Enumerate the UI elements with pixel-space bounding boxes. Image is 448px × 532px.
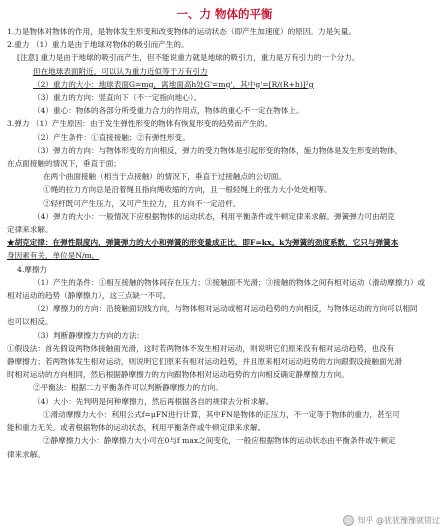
text-line-1: 1.力是物体对物体的作用，是物体发生形变和改变物体的运动状态（即产生加速度）的原因。力是矢量。	[7, 27, 356, 36]
text-line-29: （4）大小：先判明是何种摩擦力，然后再根据各自的规律去分析求解。	[33, 396, 274, 406]
text-line-4	[7, 65, 442, 78]
text-line-16: 定律来求解。	[7, 225, 53, 235]
text-line-9: （2）产生条件：①直接接触；②有弹性形变。	[33, 132, 190, 142]
text-line-27: 时相对运动的方向相同，然后根据静摩擦力的方向跟物体相对运动趋势的方向相反确定静摩擦力方向。	[7, 370, 349, 380]
text-line-10: （3）弹力的方向：与物体形变的方向相反，弹力的受力物体是引起形变的物体，施力物体是发生形变的物体，	[33, 145, 403, 155]
watermark-text: 知乎 @犹犹豫豫就错过	[357, 516, 440, 525]
text-line-20: （1）产生的条件：①相互接触的物体间存在压力；③接触面不光滑；③接触的物体之间有相对运动（滑动摩擦力）或	[33, 277, 426, 287]
text-line-2: 2.重力 （1）重力是由于地球对物体的吸引而产生的。	[7, 40, 189, 50]
text-line-11: 在点面接触的情况下，垂直于面；	[7, 159, 121, 169]
text-line-21: 相对运动的趋势（静摩擦力），这三点缺一不可。	[7, 291, 171, 301]
text-line-3: [注意] 重力是由于地球的吸引而产生，但不能说重力就是地球的吸引力，重力是万有引力的一个分力。	[17, 53, 360, 63]
text-line-30: ①滑动摩擦力大小：利用公式f=μFN进行计算，其中FN是物体的正压力，不一定等于物体的重力，甚至可	[43, 409, 400, 419]
text-line-12: 在两个曲面接触（相当于点接触）的情况下，垂直于过接触点的公切面。	[43, 172, 286, 182]
text-line-22: （2）摩擦力的方向：沿接触面切线方向，与物体相对运动或相对运动趋势的方向相反，与物体运动的方向可以相同	[33, 304, 418, 314]
text-line-13: ①绳的拉力方向总是沿着绳且指向绳收缩的方向，且一根轻绳上的张力大小处处相等。	[43, 185, 332, 195]
zhihu-avatar-icon	[343, 515, 354, 526]
text-line-33: 律来求解。	[7, 449, 45, 459]
text-line-7: （4）重心：物体的各部分所受重力合力的作用点，物体的重心不一定在物体上。	[33, 106, 304, 116]
hooke-law: ★胡克定律：在弹性限度内，弹簧弹力的大小和弹簧的形变量成正比，即F=kx。k为弹簧的劲度系数，它只与弹簧本	[7, 238, 399, 248]
text-line-19: 4.摩擦力	[17, 264, 48, 274]
text-line-24: （3）判断静摩擦力方向的方法：	[33, 330, 145, 340]
gravity-formula: （2）重力的大小：地球表面G=mg，离地面高h处G'=mg'，其中g'=[R/(R+h)]²g	[33, 79, 314, 89]
document-title: 一、力 物体的平衡	[176, 7, 273, 21]
text-line-26: 静摩擦力；若两物体发生相对运动，则说明它们原来有相对运动趋势，并且原来相对运动趋势的方向跟假设接触面光滑	[7, 357, 402, 367]
text-line-31: 能和重力无关。或者根据物体的运动状态，利用平衡条件或牛顿定律来求解。	[7, 423, 266, 433]
text-line-5	[7, 78, 442, 91]
text-line-18	[7, 249, 442, 262]
text-line-23: 也可以相反。	[7, 317, 53, 327]
underlined-note: 但在地球表面附近，可以认为重力近似等于万有引力	[33, 66, 208, 76]
text-line-14: ②轻杆既可产生压力，又可产生拉力，且方向不一定沿杆。	[43, 198, 241, 208]
text-line-15: （4）弹力的大小：一般情况下应根据物体的运动状态，利用平衡条件或牛顿定律来求解。弹簧弹力可由胡克	[33, 211, 395, 221]
watermark	[343, 515, 440, 526]
text-line-32: ②静摩擦力大小：静摩擦力大小可在0与f max之间变化，一般应根据物体的运动状态由平衡条件或牛顿定	[43, 436, 396, 446]
hooke-law-cont: 身因素有关，单位是N/m。	[7, 251, 100, 261]
text-line-25: ①假设法：首先假设两物体接触面光滑，这时若两物体不发生相对运动，则说明它们原来没有相对运动趋势，也没有	[7, 343, 395, 353]
text-line-28: ②平衡法：根据二力平衡条件可以判断静摩擦力的方向。	[33, 383, 223, 393]
text-line-8: 3.弹力 （1）产生原因：由于发生弹性形变的物体有恢复形变的趋势而产生的。	[7, 119, 273, 129]
text-line-17	[7, 236, 442, 249]
text-line-6: （3）重力的方向：竖直向下（不一定指向地心）。	[33, 93, 202, 103]
